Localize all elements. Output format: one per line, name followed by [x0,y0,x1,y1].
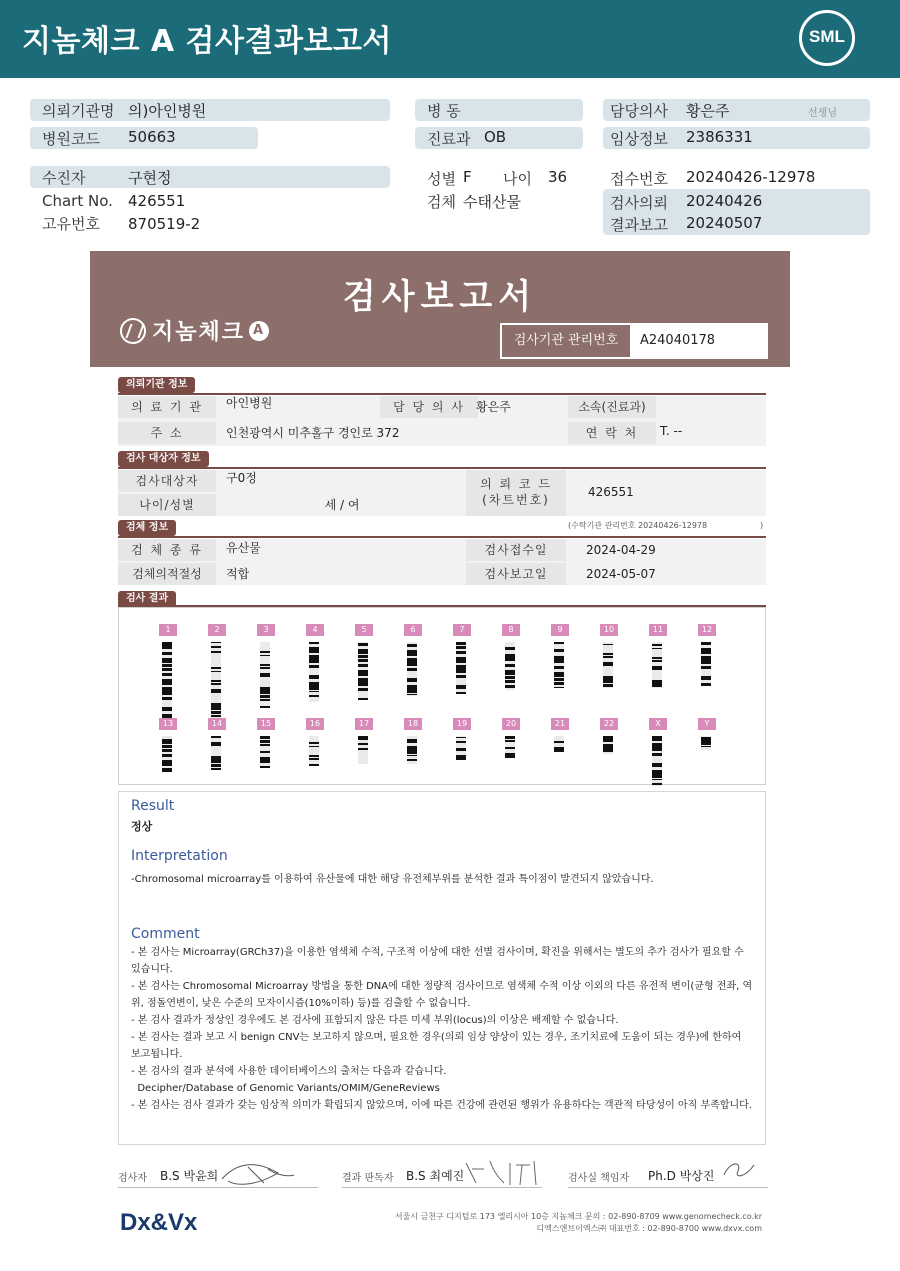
dna-icon [120,318,146,344]
dept-label: 진료과 [427,130,471,148]
chromosome-label: 12 [698,624,716,636]
chromosome-label: 1 [159,624,177,636]
sig-line [342,1187,542,1188]
section-specimen-header: 검체 정보 [118,520,176,536]
chromosome-22 [600,718,620,754]
report-document [90,251,790,1251]
chromosome-label: 17 [355,718,373,730]
sig-reader-name-text: B.S 최예진 [406,1169,465,1183]
sig-line [118,1187,318,1188]
chromosome-16 [306,718,326,766]
agesex-label: 나이/성별 [118,494,216,516]
sig-reader-name [406,1167,464,1184]
chromosome-bands [554,642,564,688]
chromosome-bands [652,736,662,786]
comment-item: - 본 검사 결과가 정상인 경우에도 본 검사에 표함되지 않은 다른 미세 부위(locus)의 이상은 배제할 수 없습니다. [131,1015,619,1026]
footer-line-1: 서울시 금천구 디지털로 173 엘리시아 10층 지놈체크 문의 : 02-890-8709 www.genomecheck.co.kr [394,1212,762,1221]
comment-item: - 본 검사의 결과 분석에 사용한 데이터베이스의 출처는 다음과 같습니다. [131,1066,447,1077]
sig-line [568,1187,768,1188]
chromosome-bands [456,642,466,694]
addr-label: 주 소 [118,422,216,444]
report-title: 검사보고서 [342,277,538,317]
management-number-box [500,323,768,359]
receipt-label: 접수번호 [610,170,668,188]
chromosome-bands [309,642,319,702]
addr-value: 인천광역시 미추홀구 경인로 372 [226,426,400,440]
spectype-value: 유산물 [226,541,261,555]
recvdate-value: 2024-04-29 [586,543,656,557]
chromosome-label: 10 [600,624,618,636]
id-label: 고유번호 [42,215,100,233]
sig-tester-name [160,1167,218,1184]
reportdate-value: 2024-05-07 [586,567,656,581]
chromosome-2 [208,624,228,720]
chart-value: 426551 [128,192,186,210]
chromosome-14 [208,718,228,770]
chromosome-bands [603,642,613,688]
specimen-label: 검체 [427,193,456,211]
sml-logo [799,10,855,66]
result-text: 정상 [131,820,153,833]
dept-value: OB [484,128,507,146]
karyotype-panel [118,607,766,785]
chromosome-label: 21 [551,718,569,730]
chromosome-bands [505,736,515,758]
adequacy-label: 검체의적절성 [118,563,216,585]
chromosome-label: 20 [502,718,520,730]
reqcode-value: 426551 [588,485,634,499]
chromosome-label: 3 [257,624,275,636]
dxvx-logo: Dx&Vx [120,1209,198,1236]
chromosome-10 [600,624,620,688]
comment-item: - 본 검사는 결과 보고 시 benign CNV는 보고하지 않으며, 필요한 경우(의뢰 임상 양상이 있는 경우, 조기치료에 도움이 되는 경우)에 한하여 보고됩니다. [131,1032,742,1060]
sex-label: 성별 [427,170,456,188]
chromosome-label: 11 [649,624,667,636]
chromosome-8 [502,624,522,690]
chromosome-9 [551,624,571,688]
sig-director-label: 검사실 책임자 [568,1173,630,1184]
age-value: 36 [548,168,568,186]
age-label: 나이 [503,170,532,188]
chromosome-label: 2 [208,624,226,636]
reqcode-label: 의 뢰 코 드 (차트번호) [466,470,566,516]
sig-tester-name-text: B.S 박윤희 [160,1169,219,1183]
chromosome-3 [257,624,277,708]
affil-label: 소속(진료과) [568,396,656,418]
hospital-code-label: 병원코드 [42,130,100,148]
sig-director-name-text: Ph.D 박상진 [648,1169,715,1183]
specimen-value: 수태산물 [463,193,521,211]
page-title: 지놈체크 A 검사결과보고서 [22,24,392,59]
chromosome-label: 8 [502,624,520,636]
chromosome-label: 16 [306,718,324,730]
chromosome-X [649,718,669,786]
chromosome-bands [456,736,466,760]
chromosome-bands [603,736,613,754]
chromosome-20 [502,718,522,758]
result-box [118,791,766,1145]
institution-label: 의뢰기관명 [42,102,115,120]
chromosome-17 [355,718,375,764]
section-divider [118,393,766,395]
chromosome-label: 9 [551,624,569,636]
sex-value: F [463,168,472,186]
chromosome-label: 14 [208,718,226,730]
request-label: 검사의뢰 [610,194,668,212]
chromosome-bands [701,736,711,750]
subject-label: 검사대상자 [118,470,216,492]
institution-value: 의)아인병원 [128,102,207,120]
chromosome-label: 22 [600,718,618,730]
chart-label: Chart No. [42,192,113,210]
chromosome-13 [159,718,179,772]
brand-text: 지놈체크 [152,320,246,345]
inst-label: 의 료 기 관 [118,396,216,418]
chromosome-4 [306,624,326,702]
management-number-value: A24040178 [640,333,716,348]
recipient-label: 수진자 [42,169,86,187]
comment-item: - 본 검사는 Microarray(GRCh37)을 이용한 염색체 수적, 구조적 이상에 대한 선별 검사이며, 확진을 위해서는 별도의 추가 검사가 필요할 수 있습니다. [131,947,744,975]
recvdate-label: 검사접수일 [466,539,566,561]
chromosome-label: 13 [159,718,177,730]
chromosome-bands [358,736,368,764]
contact-value: T. -- [660,424,683,438]
agesex-value: 세 / 여 [324,498,360,512]
chromosome-Y [698,718,718,750]
chromosome-bands [652,642,662,688]
chromosome-bands [211,642,221,720]
chromosome-19 [453,718,473,760]
chromosome-5 [355,624,375,700]
chromosome-label: 7 [453,624,471,636]
section-subject-header: 검사 대상자 정보 [118,451,209,467]
chromosome-7 [453,624,473,694]
chromosome-bands [162,736,172,772]
doctor-label: 담당의사 [610,102,668,120]
report-header [90,251,790,367]
chromosome-label: 15 [257,718,275,730]
chromosome-label: 18 [404,718,422,730]
interpretation-text: -Chromosomal microarray를 이용하여 유산물에 대한 해당 유전체부위를 분석한 결과 특이점이 발견되지 않았습니다. [131,874,654,885]
chromosome-15 [257,718,277,768]
result-heading: Result [131,798,175,814]
chromosome-12 [698,624,718,686]
chromosome-bands [211,736,221,770]
genomecheck-logo [120,315,269,346]
section-institution-header: 의뢰기관 정보 [118,377,195,393]
spectype-label: 검 체 종 류 [118,539,216,561]
chromosome-1 [159,624,179,722]
doc-value: 황은주 [476,400,511,414]
chromosome-label: X [649,718,667,730]
comment-heading: Comment [131,926,200,942]
doctor-suffix: 선생님 [808,108,837,119]
sig-director-name [648,1167,715,1184]
chromosome-bands [358,642,368,700]
chromosome-bands [407,642,417,696]
signature-director [720,1157,760,1183]
chromosome-6 [404,624,424,696]
sig-reader-label: 결과 판독자 [342,1173,394,1184]
chromosome-bands [309,736,319,766]
sml-logo-text: SML [809,27,845,46]
inst-value: 아인병원 [226,396,273,410]
sig-tester-label: 검사자 [118,1173,147,1184]
hospital-code-value: 50663 [128,128,176,146]
brand-badge: A [249,321,269,341]
id-value: 870519-2 [128,215,201,233]
chromosome-11 [649,624,669,688]
chromosome-label: 5 [355,624,373,636]
signature-reader [460,1155,550,1189]
report-date-label: 결과보고 [610,216,668,234]
signature-tester [218,1157,298,1191]
footer-line-2: 디엑스앤브이엑스㈜ 대표번호 : 02-890-8700 www.dxvx.com [536,1224,762,1233]
header-bar [0,0,900,78]
chromosome-label: 4 [306,624,324,636]
chromosome-bands [505,642,515,690]
chromosome-label: Y [698,718,716,730]
management-number-label: 검사기관 관리번호 [502,325,630,357]
chromosome-bands [407,736,417,764]
contact-label: 연 락 처 [568,422,656,444]
ward-label: 병 동 [427,102,461,120]
clinical-label: 임상정보 [610,130,668,148]
clinical-value: 2386331 [686,128,753,146]
interpretation-heading: Interpretation [131,848,228,864]
chromosome-18 [404,718,424,764]
doc-label: 담 당 의 사 [380,396,478,418]
adequacy-value: 적합 [226,567,250,581]
section-result-header: 검사 결과 [118,591,176,607]
chromosome-bands [260,736,270,768]
comment-item: - 본 검사는 검사 결과가 갖는 임상적 의미가 확립되지 않았으며, 이에 따른 건강에 관련된 행위가 유용하다는 객관적 타당성이 아직 부족합니다. [131,1100,752,1111]
comment-list [131,944,753,1114]
section-divider [118,536,766,538]
receipt-value: 20240426-12978 [686,168,816,186]
chromosome-label: 6 [404,624,422,636]
recipient-value: 구현정 [128,169,172,187]
reportdate-label: 검사보고일 [466,563,566,585]
doctor-value: 황은주 [686,102,730,120]
chromosome-bands [260,642,270,708]
consign-number: (수탁기관 관리번호 20240426-12978 [568,521,708,530]
consign-close: ) [760,521,764,530]
subject-value: 구0정 [226,471,257,485]
report-date-value: 20240507 [686,214,763,232]
section-divider [118,467,766,469]
comment-item: - 본 검사는 Chromosomal Microarray 방법을 통한 DNA에 대한 정량적 검사이므로 염색체 수적 이상 이외의 다른 유전적 변이(균형 전좌, 역위, 점돌연변이, 낮은 수준의 모자이시즘(10%이하) 등)를 검출할 수 없습니다. [131,981,753,1009]
chromosome-21 [551,718,571,752]
chromosome-bands [701,642,711,686]
chromosome-bands [162,642,172,722]
chromosome-bands [554,736,564,752]
chromosome-label: 19 [453,718,471,730]
request-value: 20240426 [686,192,763,210]
comment-item: Decipher/Database of Genomic Variants/OMIM/GeneReviews [131,1083,440,1094]
